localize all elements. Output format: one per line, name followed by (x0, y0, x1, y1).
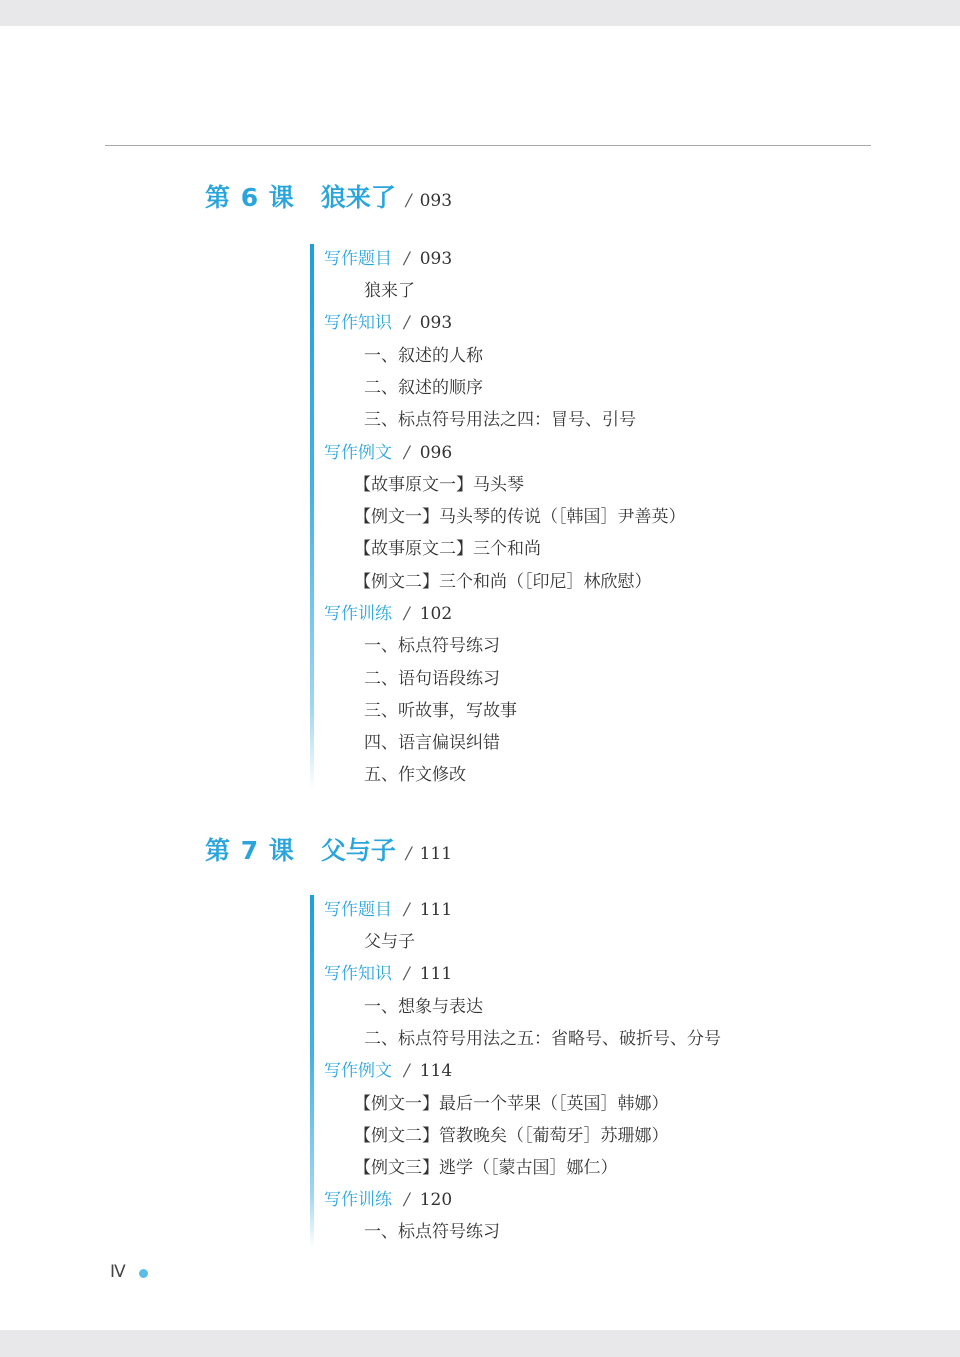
section-writing-topic[interactable] (324, 895, 452, 925)
page-separator: / (405, 191, 412, 211)
lesson-page-number: 093 (419, 191, 453, 211)
lesson-page-number: 111 (419, 844, 453, 864)
section-page-number: 111 (419, 900, 453, 920)
section-writing-knowledge[interactable] (324, 308, 452, 338)
lesson-6-heading[interactable] (205, 178, 452, 212)
toc-item[interactable]: 一、标点符号练习 (364, 636, 500, 656)
page-separator: / (404, 1190, 410, 1210)
header-rule (105, 145, 871, 146)
toc-item[interactable]: 一、想象与表达 (364, 997, 483, 1017)
section-label: 写作例文 (324, 443, 392, 463)
lesson-6-contents (310, 244, 830, 789)
section-sample-essays[interactable] (324, 438, 452, 468)
section-writing-practice[interactable] (324, 1185, 452, 1215)
section-label: 写作题目 (324, 249, 392, 269)
lesson-title: 父与子 (320, 836, 396, 865)
toc-item[interactable]: 【故事原文二】三个和尚 (354, 539, 541, 559)
section-writing-topic[interactable] (324, 244, 452, 274)
section-label: 写作训练 (324, 1190, 392, 1210)
section-page-number: 093 (419, 249, 453, 269)
toc-item[interactable]: 【例文二】三个和尚（［印尼］林欣慰） (354, 572, 652, 592)
page-separator: / (405, 844, 412, 864)
toc-item[interactable]: 二、语句语段练习 (364, 669, 500, 689)
section-sample-essays[interactable] (324, 1056, 452, 1086)
toc-item[interactable]: 【例文一】马头琴的传说（［韩国］尹善英） (354, 507, 686, 527)
accent-bar (310, 895, 314, 1247)
page-separator: / (404, 443, 410, 463)
lesson-title: 狼来了 (320, 183, 396, 212)
section-page-number: 111 (419, 964, 453, 984)
page (0, 26, 960, 1330)
page-separator: / (404, 604, 410, 624)
section-label: 写作知识 (324, 964, 392, 984)
toc-item[interactable]: 父与子 (364, 932, 415, 952)
page-number: Ⅳ (110, 1262, 126, 1282)
section-label: 写作例文 (324, 1061, 392, 1081)
section-label: 写作知识 (324, 313, 392, 333)
section-label: 写作训练 (324, 604, 392, 624)
lesson-7-contents (310, 895, 830, 1247)
section-label: 写作题目 (324, 900, 392, 920)
page-separator: / (404, 964, 410, 984)
toc-item[interactable]: 五、作文修改 (364, 765, 466, 785)
toc-item[interactable]: 【例文一】最后一个苹果（［英国］韩娜） (354, 1094, 669, 1114)
toc-item[interactable]: 【例文三】逃学（［蒙古国］娜仁） (354, 1158, 618, 1178)
toc-item[interactable]: 二、叙述的顺序 (364, 378, 483, 398)
page-separator: / (404, 249, 410, 269)
page-separator: / (404, 900, 410, 920)
toc-item[interactable]: 二、标点符号用法之五：省略号、破折号、分号 (364, 1029, 721, 1049)
page-separator: / (404, 1061, 410, 1081)
section-page-number: 096 (419, 443, 453, 463)
toc-item[interactable]: 三、标点符号用法之四：冒号、引号 (364, 410, 636, 430)
section-writing-knowledge[interactable] (324, 959, 452, 989)
section-page-number: 120 (419, 1190, 453, 1210)
section-page-number: 102 (419, 604, 453, 624)
lesson-number: 第 6 课 (205, 183, 295, 212)
section-page-number: 114 (419, 1061, 453, 1081)
toc-item[interactable]: 一、叙述的人称 (364, 346, 483, 366)
section-writing-practice[interactable] (324, 599, 452, 629)
section-page-number: 093 (419, 313, 453, 333)
toc-item[interactable]: 四、语言偏误纠错 (364, 733, 500, 753)
lesson-7-heading[interactable] (205, 831, 452, 865)
lesson-number: 第 7 课 (205, 836, 295, 865)
toc-item[interactable]: 【故事原文一】马头琴 (354, 475, 524, 495)
page-dot-icon (139, 1269, 148, 1278)
toc-item[interactable]: 三、听故事，写故事 (364, 701, 517, 721)
toc-item[interactable]: 【例文二】管教晚矣（［葡萄牙］苏珊娜） (354, 1126, 669, 1146)
toc-item[interactable]: 狼来了 (364, 281, 415, 301)
toc-item[interactable]: 一、标点符号练习 (364, 1222, 500, 1242)
page-separator: / (404, 313, 410, 333)
accent-bar (310, 244, 314, 789)
